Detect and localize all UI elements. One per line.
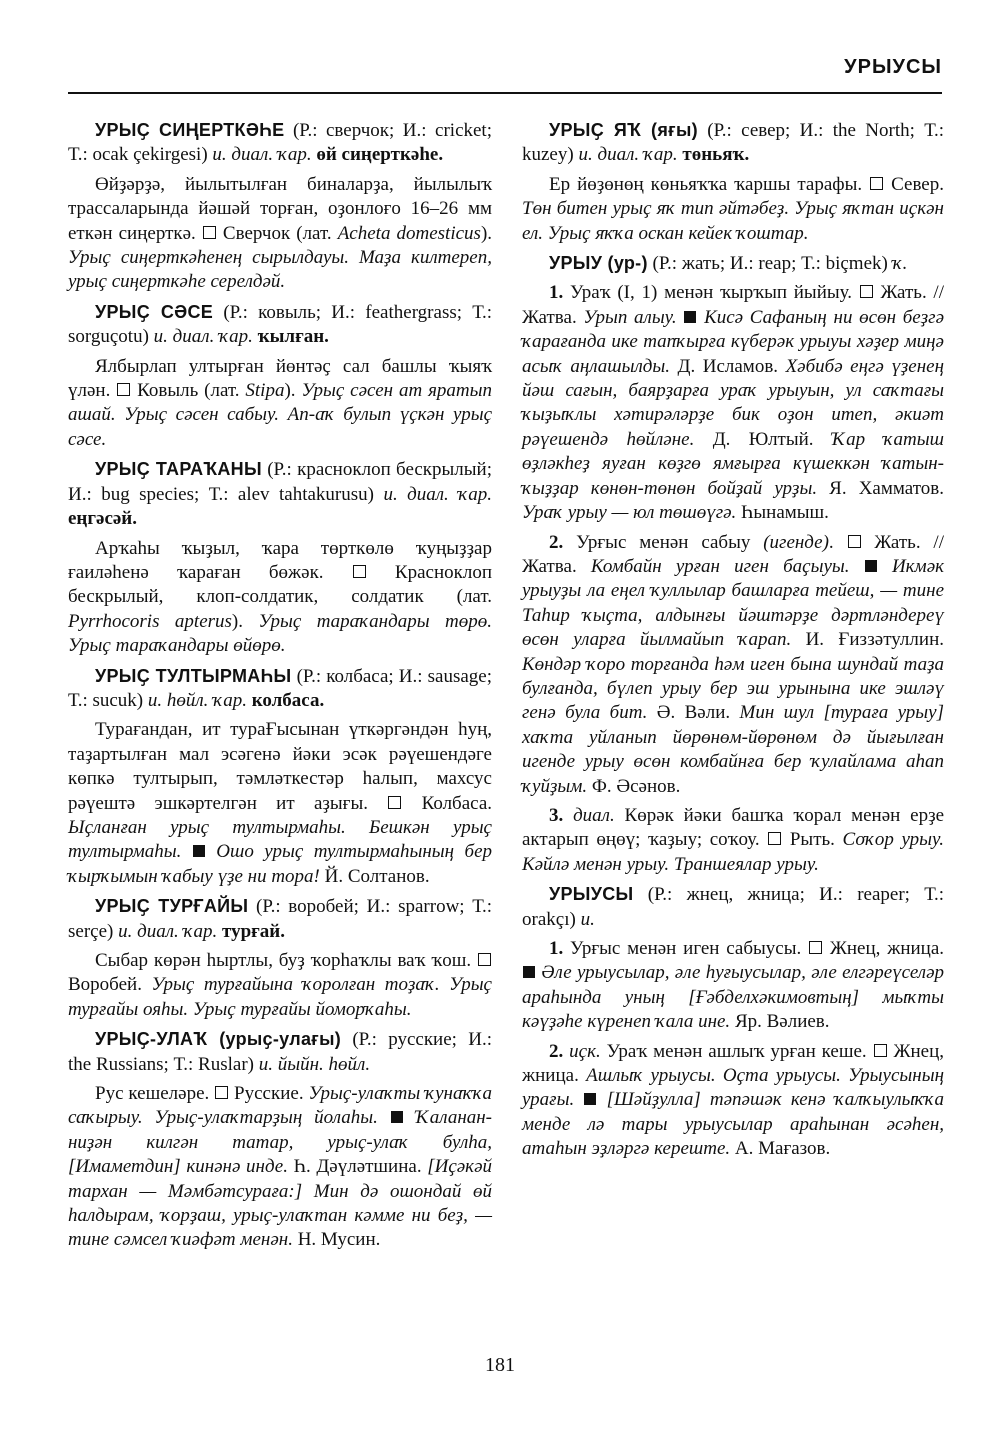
entry-urys-tultyrmahy: УРЫҪ ТУЛТЫРМАҺЫ (Р.: колбаса; И.: sausage; Т.: sucuk) и. һөйл. ҡар. колбаса. [68, 665, 492, 711]
open-square-icon [874, 1044, 887, 1057]
black-square-icon [865, 560, 877, 572]
sense-1: 1. Урғыс менән иген сабыусы. Жнец, жница. Әле урыусылар, әле һуғыусылар, әле елгәреүселәр араһында уның [Ғәбделхәкимовтың] мыҡты кәүҙәһе күренеп ҡала ине. Яр. Вәлиев. [522, 938, 945, 1033]
entry-urys-tarakany: УРЫҪ ТАРАҠАНЫ (Р.: красноклоп бескрылый; И.: bug species; Т.: alev tahtakurusu) и. диал. ҡар. еңгәсәй. [68, 459, 492, 530]
entry-urys-ulak: УРЫҪ-УЛАҠ (урыҫ-улағы) (Р.: русские; И.: the Russians; Т.: Ruslar) и. йыйн. һөйл. [68, 1029, 492, 1075]
open-square-icon [768, 832, 781, 845]
headword: УРЫҪ ТАРАҠАНЫ [95, 459, 262, 480]
black-square-icon [523, 966, 535, 978]
open-square-icon [809, 941, 822, 954]
citation-author: Й. Солтанов. [324, 865, 430, 887]
left-column [68, 118, 492, 1258]
headword: УРЫҪ СӘСЕ [95, 301, 214, 322]
entry-urys-sinertkehe [68, 118, 492, 168]
grammar-label: и. диал. ҡар. [212, 144, 312, 166]
entry-urys-sese: УРЫҪ СӘСЕ (Р.: ковыль; И.: feathergrass; Т.: sorguçotu) и. диал. ҡар. ҡылған. [68, 301, 492, 348]
open-square-icon [870, 177, 883, 190]
headword: УРЫҪ-УЛАҠ (урыҫ-улағы) [95, 1029, 342, 1050]
running-head: УРЫУСЫ [844, 56, 942, 78]
page-number: 181 [485, 1354, 515, 1376]
black-square-icon [584, 1093, 596, 1105]
open-square-icon [860, 285, 873, 298]
entry-definition: Ер йөҙөнөң көньяҡҡа ҡаршы тарафы. Север. Төн битен урыҫ яҡ тип әйтәбеҙ. Урыҫ яҡтан иҫкән ел. Урыҫ яҡҡа оскан кейек ҡоштар. [522, 173, 944, 244]
black-square-icon [684, 311, 696, 323]
sense-3: 3. диал. Көрәк йәки башҡа ҡорал менән ерҙе актарып өңөү; ҡаҙыу; соҡоу. Рыть. Соҡор урыу. Кәйлә менән урыу. Траншеялар урыу. [522, 804, 945, 875]
entry-definition: Сыбар көрән һыртлы, буҙ ҡорһаҡлы ваҡ ҡош. Воробей. Урыҫ турғайына ҡоролған тоҙаҡ. Урыҫ турғайы ояһы. Урыҫ турғайы йоморҡаһы. [68, 950, 492, 1020]
entry-definition: Турағандан, ит тураҒысынан үткәргәндән һуң, таҙартылған мал эсәгенә йәки эсәк рәүешендәге көпкә тултырып, тәмләткестәр һалып, махсус рәүештә эшкәртелгән ит аҙығы. Колбаса. Ыҫланған урыҫ тултырмаһы. Бешкән урыҫ тултырмаһы. Ошо урыҫ тултырмаһының бер ҡырҡымын ҡабыу үҙе ни тора! Й. Солтанов. [68, 719, 493, 887]
entry-definition: Арҡаһы ҡыҙыл, ҡара төрткөлө ҡуңыҙҙар ғаиләһенә ҡараған бөжәк. Красноклоп бескрылый, клоп-солдатик, солдатик (лат. Pyrrhocoris apterus). Урыҫ тараҡандары төрө. Урыҫ тараҡандары өйөрө. [68, 537, 492, 657]
black-square-icon [193, 845, 205, 857]
headword: УРЫУ (ур-) [549, 253, 648, 274]
entry-urys-yak: УРЫҪ ЯҠ (яғы) (Р.: север; И.: the North; Т.: kuzey) и. диал. ҡар. төньяҡ. [522, 120, 944, 166]
entry-uryu: УРЫУ (ур-) (Р.: жать; И.: reap; Т.: biçmek) ҡ. [549, 253, 908, 275]
sense-1: 1. Ураҡ (I, 1) менән ҡырҡып йыйыу. Жать. // Жатва. Урып алыу. Кисә Сафаның ни өсөн беҙгә ҡарағанда ике тапҡырға күберәк урыуы хәҙер миңә асыҡ аңлашылды. Д. Исламов. Хәбибә еңгә үҙенең йәш сағын, баярҙарға ураҡ урыуын, ул саҡтағы ҡыҙыҡлы хәтирәләрҙе бик оҙон итеп, әкиәт рәүешендә һөйләне. Д. Юлтый. Ҡар ҡатыш өҙләкһеҙ яуған көҙгө ямғырға күшеккән ҡатын-ҡыҙҙар көнөн-төнөн бойҙай урҙы. Я. Хамматов. Ураҡ урыу — юл төшөүгә. Һынамыш. [522, 282, 945, 524]
header-rule [68, 92, 942, 94]
headword: УРЫҪ СИҢЕРТКӘҺЕ [95, 120, 285, 140]
cross-reference: өй сиңерткәһе. [316, 144, 444, 166]
entry-urys-turgayy: УРЫҪ ТУРҒАЙЫ (Р.: воробей; И.: sparrow; Т.: serçe) и. диал. ҡар. турғай. [68, 896, 492, 942]
open-square-icon [848, 535, 861, 548]
headword: УРЫҪ ЯҠ (яғы) [549, 120, 698, 140]
entry-gloss: (Р.: сверчок; И.: cricket; Т.: ocak çekirgesi) [68, 120, 492, 166]
entry-definition: Ялбырлап ултырған йөнтәҫ сал башлы ҡыяҡ үлән. Ковыль (лат. Stipa). Урыҫ сәсен ат яратып ашай. Урыҫ сәсен сабыу. Ап-аҡ булып үҫкән урыҫ сәсе. [68, 355, 493, 450]
headword: УРЫҪ ТУЛТЫРМАҺЫ [95, 665, 292, 686]
right-column [522, 118, 944, 1167]
sense-2: 2. Урғыс менән сабыу (игенде). Жать. // Жатва. Комбайн урған иген баҫыуы. Икмәк урыуҙы ла еңел ҡуллылар башларға тейеш, — тине Таһир ҡыҫта, алдынғы йәштәрҙе дәртләндереү өсөн уларға йылмайып ҡарап. И. Ғиззәтуллин. Көндәр ҡоро торғанда һәм иген бына шундай таҙа булғанда, бүлеп урыу бер эш урынына ике эшләү генә була бит. Ә. Вәли. Мин шул [тураға урыу] хаҡта уйланып йөрөнөм-йөрөнөм дә йығылған игенде урыу өсөн комбайнға бер ҡулайлама аһап ҡуйҙым. Ф. Әсәнов. [522, 531, 945, 797]
headword: УРЫҪ ТУРҒАЙЫ [95, 896, 249, 917]
open-square-icon [353, 565, 366, 578]
open-square-icon [203, 226, 216, 239]
open-square-icon [388, 796, 401, 809]
black-square-icon [391, 1111, 403, 1123]
entry-uryusy: УРЫУСЫ (Р.: жнец, жница; И.: reaper; Т.: orakçı) и. [522, 884, 944, 930]
sense-2: 2. иҫк. Ураҡ менән ашлыҡ урған кеше. Жнец, жница. Ашлыҡ урыусы. Оҫта урыусы. Урыусының урағы. [Шәйҙулла] тәпәшәк кенә ҡалҡыулыҡҡа менде лә тары урыусылар араһынан әсәһен, атаһын эҙләргә кереште. А. Мағазов. [522, 1040, 945, 1160]
open-square-icon [478, 953, 491, 966]
headword: УРЫУСЫ [549, 884, 634, 905]
entry-definition: Өйҙәрҙә, йылытылған биналарҙа, йылылыҡ трассаларында йәшәй торған, оҙонлоғо 16–26 мм еткән сиңерткә. Сверчок (лат. Acheta domesticus). Урыҫ сиңерткәһенең сырылдауы. Маҙа килтереп, урыҫ сиңерткәһе серелдәй. [68, 173, 493, 293]
entry-definition: Рус кешеләре. Русские. Урыҫ-улаҡты ҡунаҡҡа саҡырыу. Урыҫ-улаҡтарҙың йолаһы. Ҡаланан-ниҙән килгән татар, урыҫ-улаҡ булһа, [Имаметдин] кинәнә инде. Һ. Дәүләтшина. [Иҫәкәй тархан — Мәмбәтсураға:] Мин дә ошондай өй һалдырам, ҡорҙаш, урыҫ-улаҡтан кәмме ни беҙ, — тине сәмсел ҡиәфәт менән. Н. Мусин. [68, 1083, 493, 1251]
usage-examples: Урыҫ сиңерткәһенең сырылдауы. Маҙа килтереп, урыҫ сиңерткәһе серелдәй. [68, 247, 492, 293]
open-square-icon [117, 383, 130, 396]
open-square-icon [215, 1086, 228, 1099]
